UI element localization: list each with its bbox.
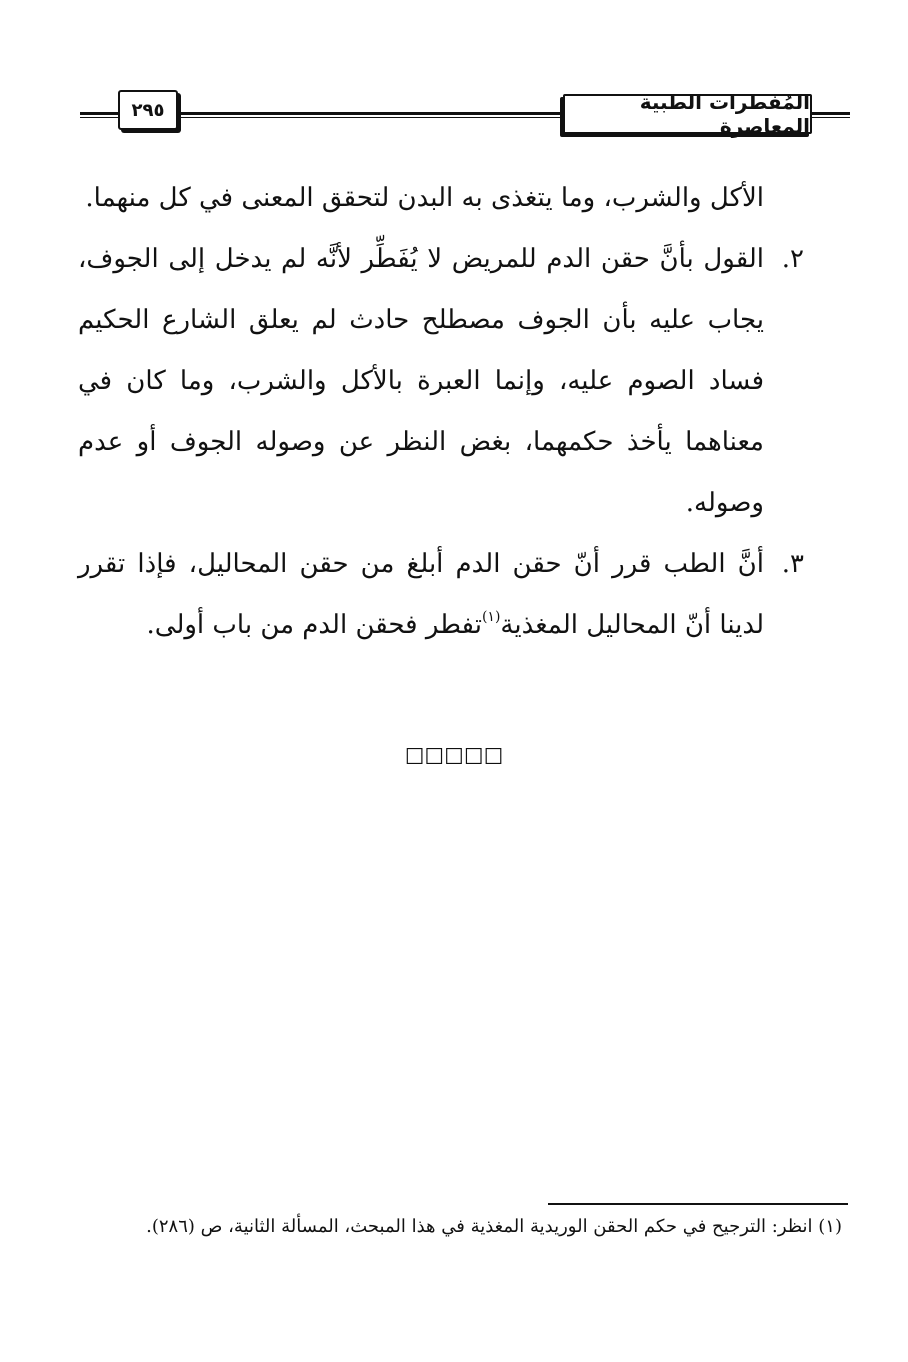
running-title: المُفطرات الطبية المعاصرة	[563, 94, 812, 134]
opening-line: الأكل والشرب، وما يتغذى به البدن لتحقق المعنى في كل منهما.	[85, 183, 764, 213]
item-number: ٣.	[781, 549, 804, 579]
item-text	[78, 534, 764, 656]
footnote-reference[interactable]: (١)	[481, 609, 501, 625]
page-header	[80, 86, 850, 136]
main-text	[78, 168, 804, 656]
list-item-3	[78, 534, 804, 656]
item-text: القول بأنَّ حقن الدم للمريض لا يُفَطِّر لأنَّه لم يدخل إلى الجوف، يجاب عليه بأن الجوف مصطلح حادث لم يعلق الشارع الحكيم فساد الصوم عليه، وإنما العبرة بالأكل والشرب، وما كان في معناهما يأخذ حكمهما، بغض النظر عن وصوله الجوف أو عدم وصوله.	[78, 244, 764, 518]
footnote-rule	[548, 1203, 848, 1205]
footnote: (١) انظر: الترجيح في حكم الحقن الوريدية المغذية في هذا المبحث، المسألة الثانية، ص (٢٨٦).	[146, 1216, 842, 1237]
item-number: ٢.	[781, 244, 804, 274]
list-item-2	[78, 229, 804, 534]
item-text-after-ref: تفطر فحقن الدم من باب أولى.	[146, 610, 482, 640]
section-separator: ☐☐☐☐☐	[404, 745, 504, 770]
page-number: ٢٩٥	[118, 90, 178, 130]
item-text-before-ref: أنَّ الطب قرر أنّ حقن الدم أبلغ من حقن المحاليل، فإذا تقرر لدينا أنّ المحاليل المغذية	[78, 549, 764, 640]
